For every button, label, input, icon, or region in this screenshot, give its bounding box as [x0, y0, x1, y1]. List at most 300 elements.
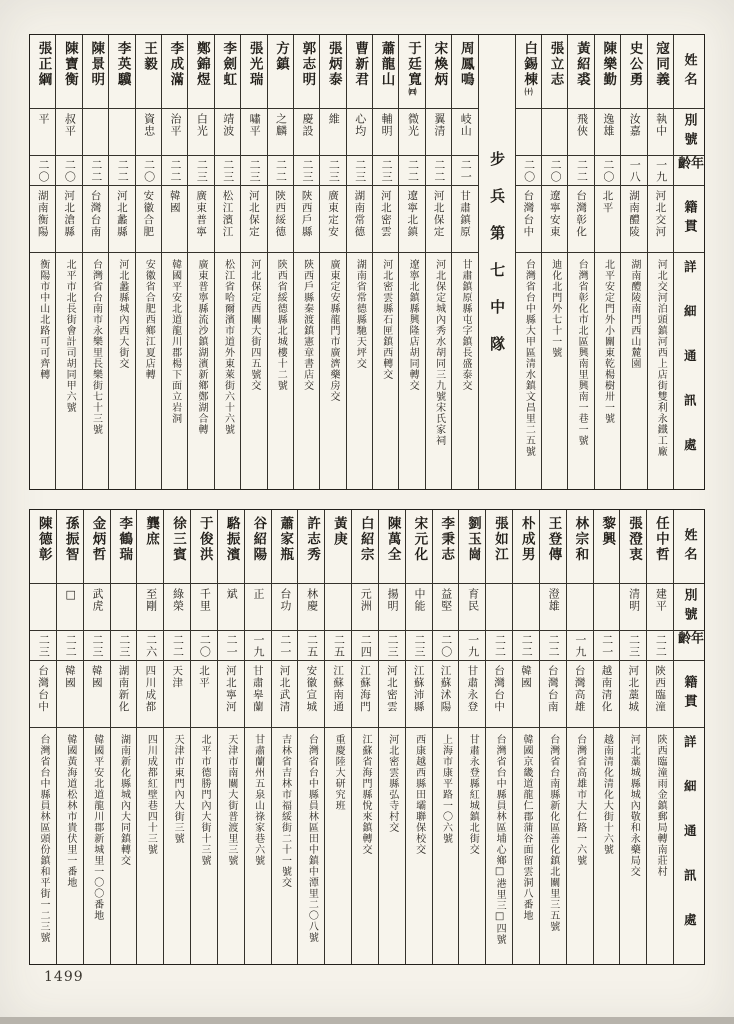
- header-cell-address: [674, 253, 704, 489]
- header-label-age: 年齡: [675, 631, 703, 650]
- cell-person-native: [406, 661, 432, 728]
- person-age: 二二: [64, 633, 78, 658]
- cell-person-age: [136, 156, 161, 186]
- cell-person-age: [648, 156, 673, 186]
- cell-person-native: [648, 186, 673, 253]
- cell-person-name: [567, 510, 593, 584]
- cell-person-name: [109, 35, 134, 109]
- cell-person-alias: [30, 584, 56, 631]
- cell-person-address: [56, 253, 81, 489]
- person-age: 二三: [327, 158, 341, 183]
- person-age: 二五: [332, 633, 346, 658]
- header-label-alias: 別號: [681, 113, 697, 151]
- person-name: 金炳哲: [89, 516, 106, 563]
- person-alias: 至剛: [144, 588, 158, 612]
- person-native-place: 天津: [171, 665, 184, 689]
- person-name: 寇同義: [653, 41, 670, 88]
- person-age: 二五: [305, 633, 319, 658]
- cell-person-name: [325, 510, 351, 584]
- directory-entry-column: [539, 510, 566, 964]
- directory-entry-column: [372, 35, 398, 489]
- person-address: 越南清化清化大街十六號: [601, 734, 613, 855]
- person-native-place: 河北保定: [432, 190, 445, 238]
- cell-person-native: [57, 661, 83, 728]
- cell-person-address: [621, 253, 646, 489]
- person-address: 江蘇省海門縣悅來鎮轉交: [359, 734, 371, 855]
- page-number: 1499: [44, 969, 84, 985]
- cell-person-age: [241, 156, 266, 186]
- cell-person-name: [426, 35, 451, 109]
- cell-person-name: [84, 510, 110, 584]
- cell-person-native: [486, 661, 512, 728]
- person-address: 天津市南關大街普渡里三號: [225, 734, 237, 866]
- cell-person-age: [188, 156, 213, 186]
- person-alias: 白光: [195, 113, 209, 137]
- cell-person-name: [513, 510, 539, 584]
- person-address: 北平市德勝門內大街十三號: [199, 734, 210, 866]
- cell-person-native: [516, 186, 541, 253]
- cell-person-address: [57, 728, 83, 964]
- person-alias: 靖波: [221, 113, 235, 137]
- cell-person-name: [298, 510, 324, 584]
- cell-person-address: [245, 728, 271, 964]
- cell-person-address: [379, 728, 405, 964]
- person-name: 劉玉崗: [465, 516, 482, 563]
- directory-table-bottom: [29, 509, 705, 965]
- person-alias: 慶設: [300, 113, 314, 137]
- cell-person-alias: [136, 109, 161, 156]
- cell-person-name: [30, 35, 55, 109]
- person-address: 韓國京畿道龍仁郡蒲谷面留雲洞八番地: [520, 734, 532, 921]
- person-alias: 嘯平: [248, 113, 262, 137]
- cell-person-native: [426, 186, 451, 253]
- cell-person-native: [567, 661, 593, 728]
- cell-person-native: [294, 186, 319, 253]
- cell-person-name: [620, 510, 646, 584]
- header-label-alias: 別號: [681, 588, 697, 626]
- person-address: 陝西省綏德縣北城樓十二號: [275, 259, 287, 391]
- cell-person-name: [516, 35, 541, 109]
- header-cell-alias: [674, 584, 704, 631]
- cell-person-address: [426, 253, 451, 489]
- directory-entry-column: [646, 510, 673, 964]
- person-native-place: 台灣台南: [546, 665, 559, 713]
- directory-entry-column: [512, 510, 539, 964]
- person-address: 台灣省台南市永樂里長樂街七十三號: [90, 259, 102, 435]
- directory-entry-column: [187, 35, 213, 489]
- person-alias: 台功: [278, 588, 292, 612]
- person-native-place: 台灣高雄: [573, 665, 586, 713]
- cell-person-alias: [352, 584, 378, 631]
- directory-entry-column: [190, 510, 217, 964]
- person-native-place: 陝西戶縣: [300, 190, 313, 238]
- header-label-address: 詳細通訊處: [682, 734, 698, 958]
- cell-person-native: [30, 186, 55, 253]
- person-address: 甘肅永登縣紅城鎮北街交: [467, 734, 479, 855]
- cell-person-name: [399, 35, 424, 109]
- person-native-place: 河北交河: [654, 190, 667, 238]
- header-label-age: 年齡: [675, 156, 703, 175]
- cell-person-age: [111, 631, 137, 661]
- cell-person-native: [56, 186, 81, 253]
- cell-person-age: [594, 631, 620, 661]
- person-address: 河北藁城縣城內敬和永藥局交: [628, 734, 640, 877]
- directory-entry-column: [30, 35, 55, 489]
- scan-edge-shadow: [0, 1017, 734, 1024]
- cell-person-native: [325, 661, 351, 728]
- cell-person-alias: [486, 584, 512, 631]
- person-age: 二三: [386, 633, 400, 658]
- person-native-place: 河北藁城: [627, 665, 640, 713]
- cell-person-alias: [347, 109, 372, 156]
- person-name: 史公勇: [626, 41, 643, 88]
- cell-person-name: [320, 35, 345, 109]
- person-name: 蕭龍山: [378, 41, 395, 88]
- cell-person-alias: [426, 109, 451, 156]
- person-native-place: 韓國: [168, 190, 181, 214]
- person-native-place: 湖南衡陽: [36, 190, 49, 238]
- person-age: 二三: [248, 158, 262, 183]
- cell-person-age: [320, 156, 345, 186]
- cell-person-address: [513, 728, 539, 964]
- person-age: 二三: [37, 633, 51, 658]
- directory-entry-column: [135, 35, 161, 489]
- cell-person-age: [268, 156, 293, 186]
- directory-entry-column: [566, 510, 593, 964]
- person-native-place: 江蘇南通: [332, 665, 345, 713]
- person-alias: 逸雄: [601, 113, 615, 137]
- person-native-place: 廣東定安: [327, 190, 340, 238]
- person-address: 韓國黃海道松林市貴伏里一番地: [64, 734, 76, 888]
- person-name: 張立志: [547, 41, 564, 88]
- cell-person-alias: [272, 584, 298, 631]
- cell-person-native: [373, 186, 398, 253]
- person-name: 陳寶衡: [61, 41, 78, 88]
- cell-person-age: [459, 631, 485, 661]
- person-address: 松江省哈爾濱市道外東萊街六十六號: [222, 259, 234, 435]
- person-age: 二三: [117, 633, 131, 658]
- cell-person-name: [540, 510, 566, 584]
- cell-person-native: [568, 186, 593, 253]
- header-label-native: 籍貫: [681, 675, 697, 713]
- cell-person-address: [620, 728, 646, 964]
- cell-person-native: [111, 661, 137, 728]
- person-age: 二三: [627, 633, 641, 658]
- cell-person-alias: [595, 109, 620, 156]
- person-address: 湖南省常德縣馳天坪交: [354, 259, 366, 369]
- cell-person-age: [567, 631, 593, 661]
- person-native-place: 甘肅皋蘭: [251, 665, 264, 713]
- person-age: 二一: [459, 158, 473, 183]
- cell-person-age: [294, 156, 319, 186]
- person-age: 二三: [300, 158, 314, 183]
- person-address: 台灣省台中縣員林區田中鎮中潭里二〇八號: [306, 734, 318, 943]
- cell-person-address: [647, 728, 673, 964]
- person-name: 張正綱: [35, 41, 52, 88]
- person-address: 西康越西縣田壩聯保校交: [413, 734, 425, 855]
- cell-person-alias: [30, 109, 55, 156]
- directory-entry-column: [346, 35, 372, 489]
- cell-person-native: [164, 661, 190, 728]
- cell-person-age: [56, 156, 81, 186]
- person-alias: 汝嘉: [628, 113, 642, 137]
- cell-person-age: [513, 631, 539, 661]
- person-age: 二三: [221, 158, 235, 183]
- directory-entry-column: [515, 35, 541, 489]
- person-age: 二〇: [439, 633, 453, 658]
- person-native-place: 松江濱江: [221, 190, 234, 238]
- cell-person-name: [215, 35, 240, 109]
- cell-person-address: [373, 253, 398, 489]
- person-native-place: 台灣彰化: [575, 190, 588, 238]
- directory-entry-column: [319, 35, 345, 489]
- person-address: 河北交河泊頭鎮河西上店街雙利永鐵工廠: [655, 259, 667, 457]
- person-name: 許志秀: [304, 516, 321, 563]
- directory-entry-column: [485, 510, 512, 964]
- cell-person-address: [30, 253, 55, 489]
- directory-entry-column: [108, 35, 134, 489]
- person-name: 張如江: [491, 516, 508, 563]
- cell-person-alias: [542, 109, 567, 156]
- cell-person-native: [188, 186, 213, 253]
- cell-person-age: [352, 631, 378, 661]
- cell-person-address: [109, 253, 134, 489]
- cell-person-alias: [191, 584, 217, 631]
- person-age: 二〇: [63, 158, 77, 183]
- person-address: 重慶陸大研究班: [333, 734, 345, 811]
- cell-person-address: [542, 253, 567, 489]
- person-age: 一八: [628, 158, 642, 183]
- person-name: 方鎮: [272, 41, 289, 72]
- person-name: 林宗和: [572, 516, 589, 563]
- cell-person-name: [347, 35, 372, 109]
- cell-person-address: [594, 728, 620, 964]
- directory-entry-column: [240, 35, 266, 489]
- cell-person-age: [218, 631, 244, 661]
- person-age: 二二: [432, 158, 446, 183]
- directory-entry-column: [541, 35, 567, 489]
- cell-person-address: [215, 253, 240, 489]
- cell-person-name: [137, 510, 163, 584]
- directory-entry-column: [217, 510, 244, 964]
- table-header-column: [673, 35, 704, 489]
- cell-person-name: [621, 35, 646, 109]
- header-cell-address: [674, 728, 704, 964]
- cell-person-alias: [647, 584, 673, 631]
- person-name: 黎興: [599, 516, 616, 547]
- cell-person-age: [272, 631, 298, 661]
- person-native-place: 韓國: [90, 665, 103, 689]
- cell-person-name: [56, 35, 81, 109]
- person-address: 廣東定安縣龍門市廣濟藥房交: [328, 259, 339, 402]
- person-alias: 建平: [654, 588, 668, 612]
- directory-entry-column: [30, 510, 56, 964]
- cell-person-alias: [109, 109, 134, 156]
- cell-person-address: [136, 253, 161, 489]
- cell-person-name: [433, 510, 459, 584]
- person-age: 二三: [412, 633, 426, 658]
- directory-entry-column: [432, 510, 459, 964]
- cell-person-name: [542, 35, 567, 109]
- cell-person-name: [136, 35, 161, 109]
- person-address: 韓國平安北道龍川郡楊下面立岩洞: [169, 259, 181, 424]
- person-name: 于廷寬: [404, 41, 421, 88]
- cell-person-age: [621, 156, 646, 186]
- header-cell-native: [674, 186, 704, 253]
- person-address: 甘肅鎮原縣屯字鎮長盛泰交: [459, 259, 471, 391]
- person-age: 二四: [359, 633, 373, 658]
- person-alias: 叔平: [63, 113, 77, 137]
- person-address: 河北密雲縣弘寺村交: [386, 734, 398, 833]
- person-age: 二二: [654, 633, 668, 658]
- cell-person-native: [268, 186, 293, 253]
- person-address: 台灣省高雄市大仁路一六號: [574, 734, 586, 866]
- person-age: 二〇: [601, 158, 615, 183]
- person-native-place: 河北保定: [247, 190, 260, 238]
- person-address: 吉林省吉林市福綏街二十一號交: [279, 734, 291, 888]
- person-native-place: 台灣台中: [37, 665, 50, 713]
- cell-person-native: [452, 186, 477, 253]
- cell-person-alias: [137, 584, 163, 631]
- person-alias: □: [64, 588, 78, 602]
- cell-person-age: [215, 156, 240, 186]
- cell-person-name: [191, 510, 217, 584]
- person-native-place: 越南清化: [600, 665, 613, 713]
- cell-person-alias: [459, 584, 485, 631]
- person-native-place: 北平: [601, 190, 614, 214]
- person-age: 二二: [520, 633, 534, 658]
- person-alias: 資忠: [142, 113, 156, 137]
- person-name: 谷紹陽: [250, 516, 267, 563]
- person-age: 一九: [573, 633, 587, 658]
- person-address: 河北保定城內秀水胡同三九號宋氏家祠: [433, 259, 445, 446]
- cell-person-address: [83, 253, 108, 489]
- person-address: 河北保定西關大街四五號交: [248, 259, 260, 391]
- cell-person-alias: [162, 109, 187, 156]
- person-age: 二二: [171, 633, 185, 658]
- person-age: 二〇: [37, 158, 51, 183]
- cell-person-address: [30, 728, 56, 964]
- cell-person-native: [84, 661, 110, 728]
- person-age: 二三: [91, 633, 105, 658]
- person-age: 二二: [406, 158, 420, 183]
- cell-person-age: [57, 631, 83, 661]
- cell-person-name: [648, 35, 673, 109]
- cell-person-native: [245, 661, 271, 728]
- cell-person-age: [83, 156, 108, 186]
- person-native-place: 安徽合肥: [142, 190, 155, 238]
- cell-person-address: [272, 728, 298, 964]
- person-native-place: 陝西臨潼: [654, 665, 667, 713]
- cell-person-address: [399, 253, 424, 489]
- person-name: 孫振智: [62, 516, 79, 563]
- person-address: 四川成都紅壁巷四十三號: [145, 734, 157, 855]
- cell-person-name: [459, 510, 485, 584]
- cell-person-name: [647, 510, 673, 584]
- directory-entry-column: [267, 35, 293, 489]
- cell-person-age: [347, 156, 372, 186]
- person-native-place: 湖南醴陵: [627, 190, 640, 238]
- directory-entry-column: [83, 510, 110, 964]
- cell-person-name: [373, 35, 398, 109]
- person-address: 北平安定門外小關東乾楊樹卅一號: [602, 259, 614, 424]
- person-name: 黃紹裘: [573, 41, 590, 88]
- person-address: 湖南醴陵南門西山麓園: [628, 259, 640, 369]
- cell-person-address: [325, 728, 351, 964]
- cell-person-alias: [218, 584, 244, 631]
- person-alias: 澄雄: [547, 588, 561, 612]
- person-native-place: 河北密雲: [379, 190, 392, 238]
- person-native-place: 河北密雲: [385, 665, 398, 713]
- person-address: 台灣省台中縣員林區埔心鄉□港里三□四號: [494, 734, 506, 945]
- directory-entry-column: [163, 510, 190, 964]
- person-name: 李成滿: [167, 41, 184, 88]
- person-alias: 正: [251, 588, 265, 600]
- person-name: 郭志明: [299, 41, 316, 88]
- directory-entry-column: [594, 35, 620, 489]
- cell-person-alias: [84, 584, 110, 631]
- directory-entry-column: [567, 35, 593, 489]
- person-age: 二二: [547, 633, 561, 658]
- directory-entry-column: [458, 510, 485, 964]
- header-label-name: 姓名: [681, 527, 697, 566]
- cell-person-age: [542, 156, 567, 186]
- person-address: 廣東普寧縣流沙鎮湖濱新鄉鄭湖合轉: [196, 259, 208, 435]
- cell-person-age: [433, 631, 459, 661]
- cell-person-age: [162, 156, 187, 186]
- cell-person-alias: [621, 109, 646, 156]
- cell-person-age: [620, 631, 646, 661]
- person-age: 二六: [144, 633, 158, 658]
- person-name: 駱振濱: [223, 516, 240, 563]
- cell-person-age: [647, 631, 673, 661]
- person-native-place: 北平: [198, 665, 211, 689]
- person-alias: 中能: [412, 588, 426, 612]
- cell-person-native: [379, 661, 405, 728]
- person-age: 二三: [195, 158, 209, 183]
- cell-person-alias: [83, 109, 108, 156]
- cell-person-alias: [620, 584, 646, 631]
- cell-person-alias: [320, 109, 345, 156]
- cell-person-address: [452, 253, 477, 489]
- directory-entry-column: [398, 35, 424, 489]
- person-age: 二二: [575, 158, 589, 183]
- person-address: 河北蠡縣城內西大街交: [116, 259, 128, 369]
- person-name: 蕭家瓶: [277, 516, 294, 563]
- person-alias: 揚明: [386, 588, 400, 612]
- person-name: 宋元化: [411, 516, 428, 563]
- cell-person-name: [30, 510, 56, 584]
- cell-person-address: [347, 253, 372, 489]
- person-name: 黃庚: [330, 516, 347, 547]
- person-alias: 輔明: [380, 113, 394, 137]
- cell-person-native: [320, 186, 345, 253]
- person-address: 上海市康平路一〇六號: [440, 734, 452, 844]
- cell-person-age: [540, 631, 566, 661]
- cell-person-name: [245, 510, 271, 584]
- cell-person-address: [433, 728, 459, 964]
- directory-entry-column: [647, 35, 673, 489]
- person-native-place: 河北武清: [278, 665, 291, 713]
- person-native-place: 甘肅鎮原: [458, 190, 471, 238]
- person-alias: 益堅: [439, 588, 453, 612]
- person-age: 二一: [600, 633, 614, 658]
- person-alias: 執中: [654, 113, 668, 137]
- directory-entry-column: [271, 510, 298, 964]
- person-native-place: 台灣台中: [522, 190, 535, 238]
- cell-person-address: [191, 728, 217, 964]
- directory-entry-column: [451, 35, 477, 489]
